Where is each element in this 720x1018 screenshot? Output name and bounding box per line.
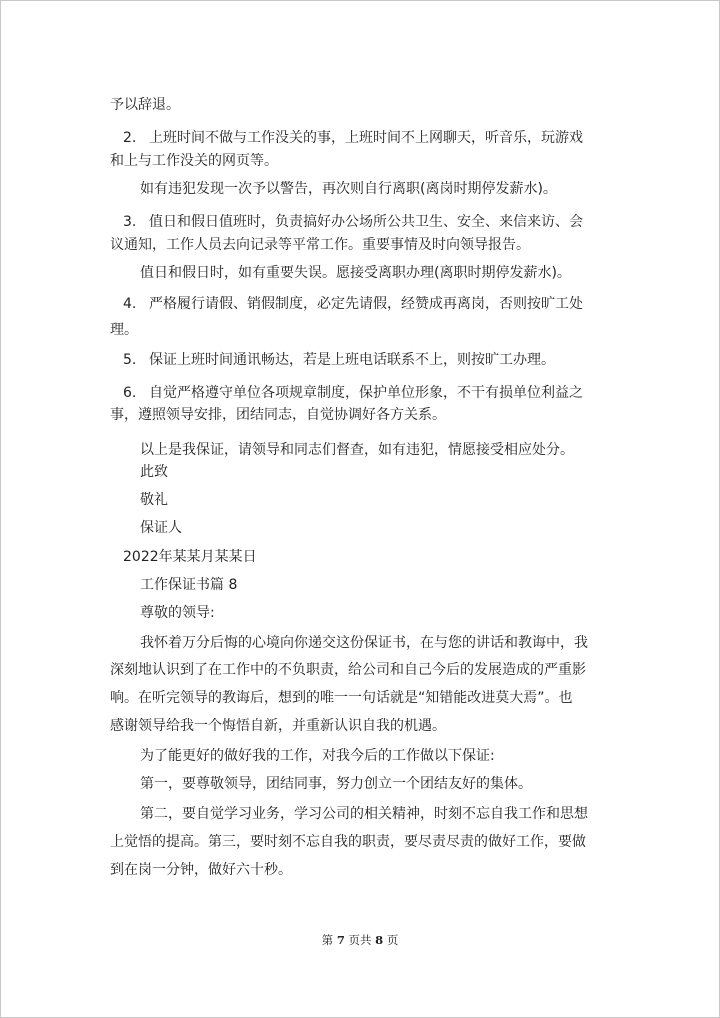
list-number: 2.: [123, 130, 137, 146]
salutation-line: 此致: [140, 464, 168, 480]
salutation-line: 敬礼: [140, 492, 168, 508]
date-line: 2022年某某月某某日: [123, 549, 257, 565]
footer-suffix: 页: [386, 933, 399, 947]
text-line: 值日和假日时，如有重要失误。愿接受离职办理(离职时期停发薪水)。: [140, 265, 571, 281]
text-line: 我怀着万分后悔的心境向你递交这份保证书，在与您的讲话和教诲中，我: [140, 635, 588, 651]
list-number: 4.: [123, 296, 137, 312]
list-item-4: [123, 297, 583, 311]
list-item-3: [123, 215, 583, 229]
text-line: 第二，要自觉学习业务，学习公司的相关精神，时刻不忘自我工作和思想: [140, 806, 588, 822]
total-page-number: 8: [375, 933, 384, 947]
text-line: 事，遵照领导安排，团结同志，自觉协调好各方关系。: [110, 407, 446, 423]
text-line: 为了能更好的做好我的工作，对我今后的工作做以下保证:: [140, 748, 495, 764]
text-line: 保证上班时间通讯畅达，若是上班电话联系不上，则按旷工办理。: [149, 352, 555, 368]
text-line: 如有违犯发现一次予以警告，再次则自行离职(离岗时期停发薪水)。: [140, 181, 557, 197]
text-line: 和上与工作没关的网页等。: [110, 153, 278, 169]
greeting-line: 尊敬的领导:: [140, 605, 215, 621]
current-page-number: 7: [336, 933, 345, 947]
text-line: 以上是我保证，请领导和同志们督查，如有违犯，情愿接受相应处分。: [140, 442, 574, 458]
text-line: 深刻地认识到了在工作中的不负职责，给公司和自己今后的发展造成的严重影: [110, 662, 586, 678]
page-footer: [1, 933, 719, 947]
footer-prefix: 第: [321, 933, 334, 947]
text-line: 值日和假日值班时，负责搞好办公场所公共卫生、安全、来信来访、会: [149, 214, 583, 230]
text-line: 上觉悟的提高。第三，要时刻不忘自我的职责，要尽责尽责的做好工作，要做: [110, 834, 586, 850]
text-line: 严格履行请假、销假制度，必定先请假，经赞成再离岗，否则按旷工处: [149, 296, 583, 312]
text-line: 上班时间不做与工作没关的事，上班时间不上网聊天，听音乐，玩游戏: [149, 130, 583, 146]
text-line: 到在岗一分钟，做好六十秒。: [110, 862, 292, 878]
list-item-5: [123, 353, 555, 367]
list-number: 6.: [123, 385, 137, 401]
text-line: 感谢领导给我一个悔悟自新，并重新认识自我的机遇。: [110, 718, 446, 734]
list-number: 3.: [123, 214, 137, 230]
text-line: 议通知，工作人员去向记录等平常工作。重要事情及时向领导报告。: [110, 237, 530, 253]
list-number: 5.: [123, 352, 137, 368]
text-line: 理。: [110, 322, 138, 338]
footer-middle: 页共: [348, 933, 372, 947]
list-item-6: [123, 386, 583, 400]
text-line: 响。在听完领导的教诲后，想到的唯一一句话就是“知错能改进莫大焉”。也: [110, 690, 573, 706]
signature-line: 保证人: [140, 520, 182, 536]
section-title: 工作保证书篇 8: [140, 577, 238, 593]
text-line: 予以辞退。: [110, 97, 180, 113]
text-line: 自觉严格遵守单位各项规章制度，保护单位形象，不干有损单位利益之: [149, 385, 583, 401]
text-line: 第一，要尊敬领导，团结同事，努力创立一个团结友好的集体。: [140, 776, 532, 792]
list-item-2: [123, 131, 583, 145]
